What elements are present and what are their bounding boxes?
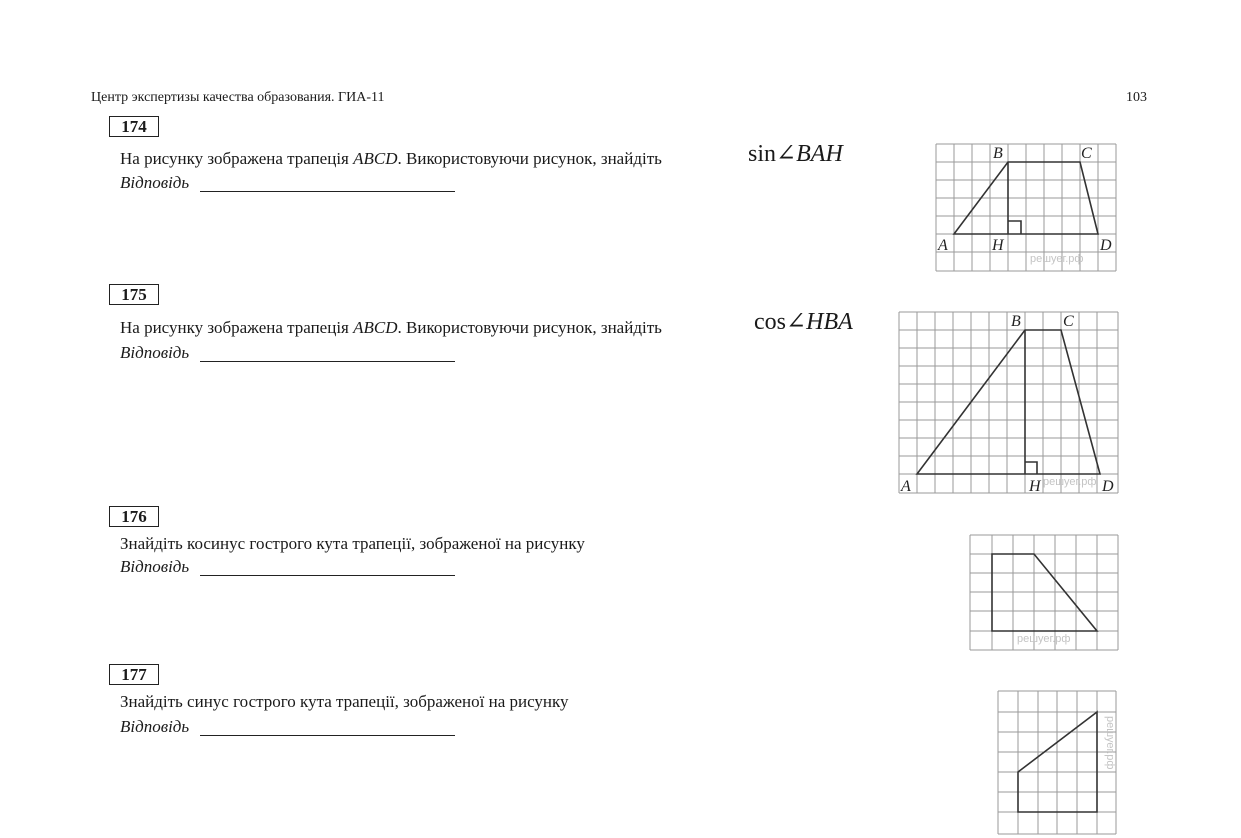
- svg-text:решуег.рф: решуег.рф: [1043, 476, 1097, 488]
- answer-row-175: Відповідь: [120, 343, 189, 363]
- answer-line[interactable]: [200, 557, 455, 576]
- svg-text:C: C: [1063, 313, 1074, 330]
- answer-row-177: Відповідь: [120, 717, 189, 737]
- svg-text:D: D: [1102, 478, 1114, 495]
- answer-line[interactable]: [200, 717, 455, 736]
- formula-175: cos∠HBA: [754, 309, 853, 335]
- svg-text:A: A: [938, 237, 948, 254]
- answer-line[interactable]: [200, 343, 455, 362]
- task-text-176: Знайдіть косинус гострого кута трапеції, зображеної на рисунку: [120, 534, 585, 553]
- page-number: 103: [1126, 90, 1147, 105]
- grid-175: [899, 312, 1118, 493]
- answer-row-176: Відповідь: [120, 557, 189, 577]
- right-angle-mark-174: [1008, 221, 1021, 234]
- svg-text:решуег.рф: решуег.рф: [1104, 716, 1116, 770]
- figure-name: ABCD: [353, 149, 398, 168]
- svg-text:H: H: [1029, 478, 1041, 495]
- task-text-175: На рисунку зображена трапеція ABCD. Використовуючи рисунок, знайдіть: [120, 318, 662, 337]
- svg-text:H: H: [992, 237, 1004, 254]
- svg-text:B: B: [1011, 313, 1021, 330]
- task-number-175: 175: [109, 284, 159, 305]
- figure-176: [965, 530, 1125, 656]
- svg-text:решуег.рф: решуег.рф: [1017, 633, 1071, 645]
- svg-text:A: A: [901, 478, 911, 495]
- task-number-174: 174: [109, 116, 159, 137]
- svg-text:D: D: [1100, 237, 1112, 254]
- figure-177: [993, 686, 1123, 836]
- svg-text:решуег.рф: решуег.рф: [1030, 253, 1084, 265]
- task-text-174: На рисунку зображена трапеція ABCD. Використовуючи рисунок, знайдіть: [120, 149, 662, 168]
- answer-row-174: Відповідь: [120, 173, 189, 193]
- figure-name: ABCD: [353, 318, 398, 337]
- page-header-title: Центр экспертизы качества образования. ГИА-11: [91, 90, 385, 105]
- formula-174: sin∠BAH: [748, 141, 843, 167]
- task-text-177: Знайдіть синус гострого кута трапеції, зображеної на рисунку: [120, 692, 569, 711]
- grid-174: [936, 144, 1116, 271]
- figure-174: [930, 140, 1125, 276]
- task-number-176: 176: [109, 506, 159, 527]
- svg-text:B: B: [993, 145, 1003, 162]
- figure-175: [893, 307, 1125, 499]
- svg-text:C: C: [1081, 145, 1092, 162]
- right-angle-mark-175: [1025, 462, 1037, 474]
- answer-line[interactable]: [200, 173, 455, 192]
- task-number-177: 177: [109, 664, 159, 685]
